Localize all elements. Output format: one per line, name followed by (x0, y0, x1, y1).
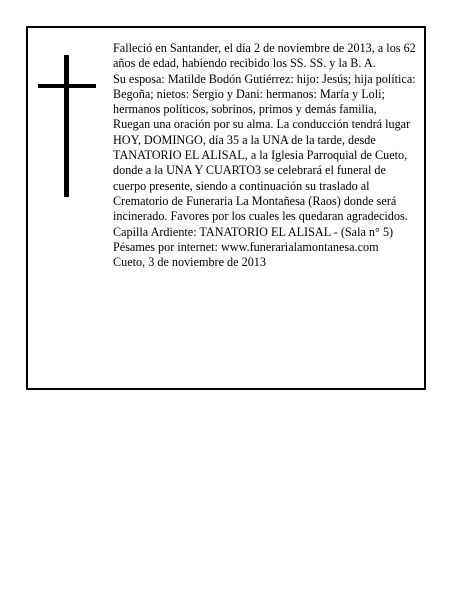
family-list: Su esposa: Matilde Bodón Gutiérrez: hijo: Jesús; hija política: Begoña; nietos: Sergio y Dani: hermanos: María y Loli; hermanos políticos, sobrinos, primos y demás familia, (113, 71, 416, 117)
place-and-date: Cueto, 3 de noviembre de 2013 (113, 255, 266, 270)
notice-text (113, 41, 420, 270)
death-announcement: Falleció en Santander, el día 2 de noviembre de 2013, a los 62 años de edad, habiendo recibido los SS. SS. y la B. A. (113, 41, 416, 71)
condolences-website: Pésames por internet: www.funerarialamontanesa.com (113, 239, 379, 254)
obituary-notice (26, 26, 426, 390)
cross-icon (38, 55, 96, 197)
funeral-details: Ruegan una oración por su alma. La conducción tendrá lugar HOY, DOMINGO, día 35 a la UNA de la tarde, desde TANATORIO EL ALISAL, a la Iglesia Parroquial de Cueto, donde a la UNA Y CUARTO3 se celebrará el funeral de cuerpo presente, siendo a continuación su traslado al Crematorio de Funeraria La Montañesa (Raos) donde será incinerado. Favores por los cuales les quedaran agradecidos. Capilla Ardiente: TANATORIO EL ALISAL - (Sala n° 5) (113, 117, 411, 239)
cross-horizontal-bar (38, 84, 96, 88)
cross-vertical-bar (64, 55, 69, 197)
